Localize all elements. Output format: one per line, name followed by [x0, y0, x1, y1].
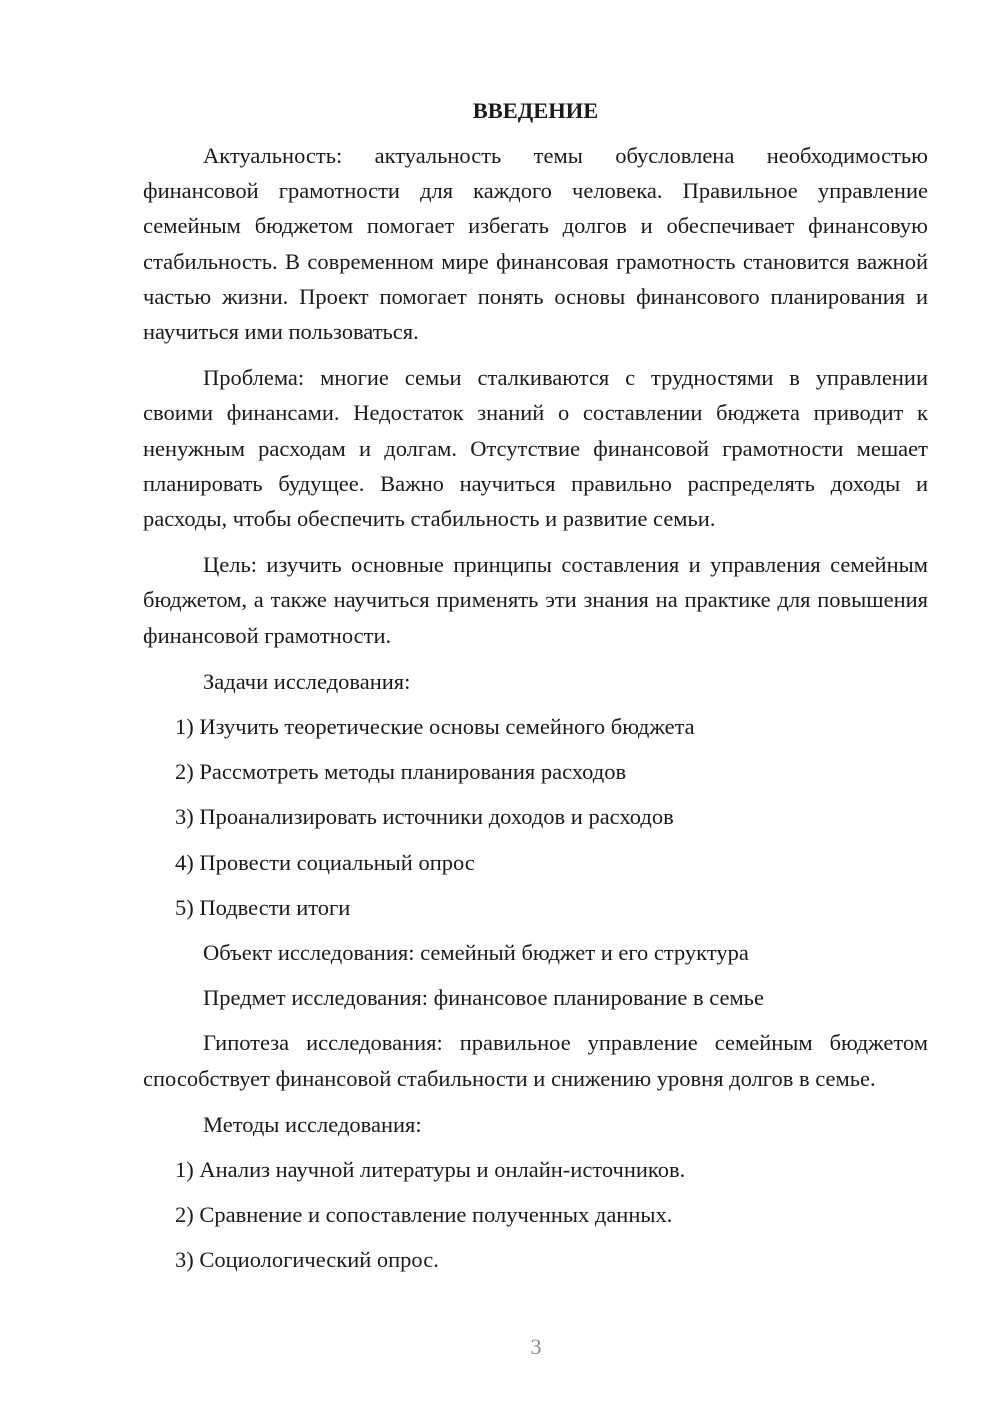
task-item-3: 3) Проанализировать источники доходов и расходов	[175, 804, 674, 830]
page-number: 3	[530, 1334, 542, 1359]
goal-paragraph: Цель: изучить основные принципы составления и управления семейным бюджетом, а также научиться применять эти знания на практике для повышения финансовой грамотности.	[143, 552, 928, 648]
relevance-paragraph: Актуальность: актуальность темы обусловлена необходимостью финансовой грамотности для каждого человека. Правильное управление семейным бюджетом помогает избегать долгов и обеспечивает финансовую стабильность. В современном мире финансовая грамотность становится важной частью жизни. Проект помогает понять основы финансового планирования и научиться ими пользоваться.	[143, 143, 928, 345]
page-content	[143, 96, 928, 1288]
task-item-2: 2) Рассмотреть методы планирования расходов	[175, 759, 627, 785]
method-item-1: 1) Анализ научной литературы и онлайн-источников.	[175, 1157, 686, 1183]
research-subject: Предмет исследования: финансовое планирование в семье	[203, 985, 764, 1011]
methods-title: Методы исследования:	[203, 1111, 422, 1137]
task-item-4: 4) Провести социальный опрос	[175, 849, 475, 875]
section-heading: ВВЕДЕНИЕ	[472, 98, 599, 123]
problem-paragraph: Проблема: многие семьи сталкиваются с трудностями в управлении своими финансами. Недостаток знаний о составлении бюджета приводит к ненужным расходам и долгам. Отсутствие финансовой грамотности мешает планировать будущее. Важно научиться правильно распределять доходы и расходы, чтобы обеспечить стабильность и развитие семьи.	[143, 365, 928, 532]
task-item-1: 1) Изучить теоретические основы семейного бюджета	[175, 714, 695, 740]
research-object: Объект исследования: семейный бюджет и его структура	[203, 940, 749, 966]
method-item-3: 3) Социологический опрос.	[175, 1247, 439, 1273]
hypothesis-paragraph: Гипотеза исследования: правильное управление семейным бюджетом способствует финансовой стабильности и снижению уровня долгов в семье.	[143, 1030, 928, 1091]
method-item-2: 2) Сравнение и сопоставление полученных данных.	[175, 1202, 673, 1228]
task-item-5: 5) Подвести итоги	[175, 894, 351, 920]
tasks-title: Задачи исследования:	[203, 668, 411, 694]
